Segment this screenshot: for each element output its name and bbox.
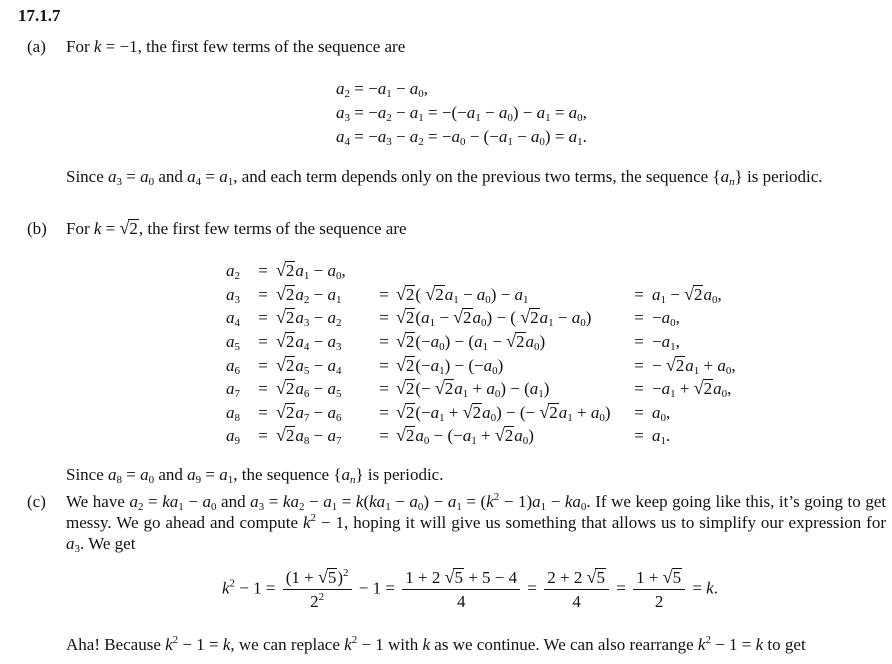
equation-line: $a_4 = -a_3 - a_2 = -a_0 - (-a_1 - a_0) = a_1$. — [336, 127, 587, 148]
fraction: $\frac{2 + 2 √5}{4}$ — [544, 568, 609, 611]
equation-line: $a_3 = -a_2 - a_1 = -(-a_1 - a_0) - a_1 = a_0$, — [336, 103, 587, 124]
fraction: $\frac{(1 + √5)^2}{2^2}$ — [283, 568, 352, 611]
equation-row: $a_8$ = $√2a_7 - a_6$ = $√2(-a_1 + √2a_0)$ − (− $√2a_1 + a_0$) = $a_0$, — [226, 401, 671, 424]
section-number: 17.1.7 — [18, 6, 61, 25]
equation-row: $a_7$ = $√2a_6 - a_5$ = $√2(- √2a_1 + a_0) - (a_1)$ = $-a_1 + √2a_0$, — [226, 378, 732, 401]
part-a-conclusion: Since $a_3 = a_0$ and $a_4 = a_1$, and each term depends only on the previous two terms, the sequence $\{a_n\}$ is periodic. — [66, 167, 823, 188]
equation-row: $a_9$ = $√2a_8 - a_7$ = $√2a_0 - (-a_1 + √2a_0)$ = $a_1$. — [226, 425, 671, 448]
equation-row: $a_6$ = $√2a_5 - a_4$ = $√2(-a_1) - (-a_0)$ = − $√2a_1 + a_0$, — [226, 354, 736, 377]
part-b-conclusion: Since $a_8 = a_0$ and $a_9 = a_1$, the sequence $\{a_n\}$ is periodic. — [66, 465, 444, 486]
part-a-intro: For k = −1, the first few terms of the sequence are — [66, 37, 406, 56]
equation-row: $a_5$ = $√2a_4 - a_3$ = $√2(-a_0) - (a_1 - √2a_0)$ = $-a_1$, — [226, 331, 680, 354]
part-c-paragraph: We have $a_2 = ka_1 - a_0$ and $a_3 = ka_2 - a_1 = k(ka_1 - a_0) - a_1 = (k^2 - 1)a_1 - ka_0$. If we keep going like this, it’s going to get messy. We go ahead and compute $k^2 - 1$, hoping it will give us something that allows us to simplify our expression for $a_3$. We get — [66, 491, 887, 555]
equation-row: $a_3$ = $√2a_2 - a_1$ = √2( $√2a_1 - a_0) - a_1$ = $a_1 - √2a_0$, — [226, 283, 722, 306]
part-c-label: (c) — [27, 492, 46, 511]
part-a-label: (a) — [27, 37, 46, 56]
part-b-intro: For k = √2, the first few terms of the sequence are — [66, 218, 407, 238]
part-c-final-line: Aha! Because $k^2 - 1 = k$, we can replace $k^2 - 1$ with k as we continue. We can also rearrange $k^2 - 1 = k$ to get — [66, 634, 806, 654]
equation-row: $a_2$ = $√2a_1 - a_0$, — [226, 260, 346, 283]
part-b-label: (b) — [27, 219, 47, 238]
part-c-equation: $k^2 - 1$ = $\frac{(1 + √5)^2}{2^2}$ − 1 = $\frac{1 + 2 √5 + 5 - 4}{4}$ = $\frac{2 + 2 √5}{4}$ = $\frac{1 + √5}{2}$ = k. — [222, 567, 718, 611]
equation-line: $a_2 = -a_1 - a_0$, — [336, 79, 429, 100]
fraction: $\frac{1 + √5}{2}$ — [633, 568, 685, 611]
part-b-equations — [226, 259, 736, 448]
part-a-equations — [336, 77, 587, 149]
fraction: $\frac{1 + 2 √5 + 5 - 4}{4}$ — [402, 568, 520, 611]
equation-row: $a_4$ = $√2a_3 - a_2$ = $√2(a_1 - √2a_0)$ − ( $√2a_1 - a_0$) = $-a_0$, — [226, 307, 680, 330]
